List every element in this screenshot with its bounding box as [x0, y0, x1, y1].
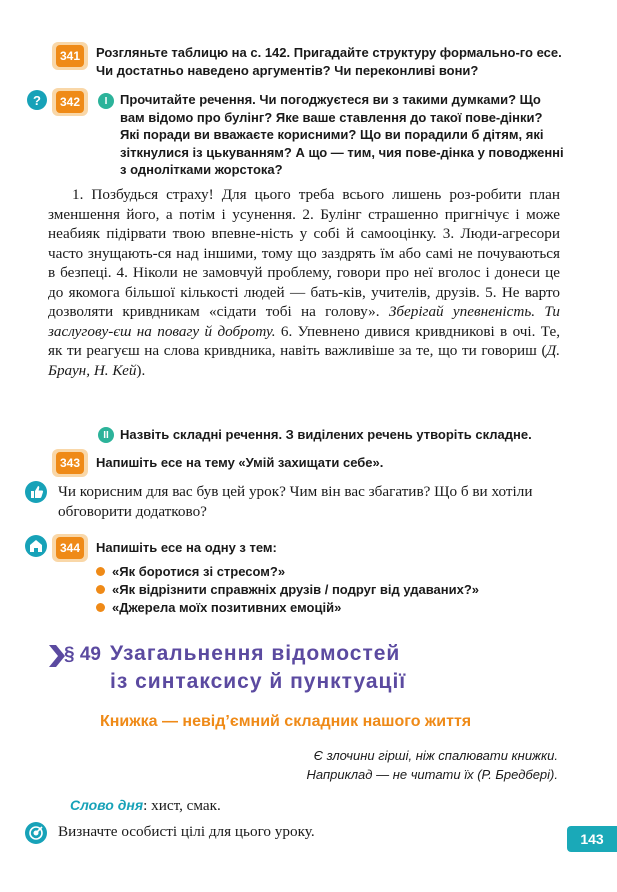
bullet-dot [96, 567, 105, 576]
exercise-341-task: Розгляньте таблицю на с. 142. Пригадайте структуру формально-го есе. Чи достатньо наведено аргументів? Чи переконливі вони? [96, 45, 562, 78]
topic-item: «Джерела моїх позитивних емоцій» [96, 600, 341, 615]
word-of-day-text: : хист, смак. [143, 797, 221, 814]
bullet-dot [96, 603, 105, 612]
exercise-number-341: 341 [56, 45, 84, 67]
exercise-342-text [48, 185, 560, 380]
text-italic-sentences: Зберігай упевненість. Ти заслугову-єш на повагу й доброту. [48, 303, 560, 340]
exercise-number-344: 344 [56, 537, 84, 559]
text-part-two: 6. Упевнено дивися кривдникові в очі. Те, як ти реагуєш на слова кривдника, навіть важливіше за те, що ти говориш ( [48, 322, 561, 359]
part-two-marker: II [98, 427, 114, 443]
section-title-line-one: Узагальнення відомостей [110, 642, 401, 665]
question-icon: ? [27, 90, 47, 110]
reflection-text: Чи корисним для вас був цей урок? Чим він вас збагатив? Що б ви хотіли обговорити додатково? [58, 483, 533, 520]
topic-item: «Як боротися зі стресом?» [96, 564, 285, 579]
epigraph-line-two: Наприклад — не читати їх (Р. Бредбері). [306, 767, 558, 782]
word-of-day [70, 797, 221, 815]
page-number: 143 [567, 826, 617, 852]
exercise-number-342: 342 [56, 91, 84, 113]
home-icon [25, 535, 47, 557]
text-author: Д. Браун, Н. Кей [48, 342, 560, 379]
bullet-dot [96, 585, 105, 594]
exercise-342-task-two: Назвіть складні речення. З виділених речень утворіть складне. [120, 427, 532, 442]
exercise-344-task: Напишіть есе на одну з тем: [96, 540, 277, 555]
section-title-line-two: із синтаксису й пунктуації [110, 670, 407, 693]
word-of-day-label: Слово дня [70, 797, 144, 813]
part-one-marker: I [98, 93, 114, 109]
text-part-one: 1. Позбудься страху! Для цього треба всього лишень роз-робити план зменшення його, а потім і усунення. 2. Булінг страшенно пригнічує і може неабияк підірвати твою впевне-ність у собі й самооцінку. 3. Люди-агресори часто знущають-ся над іншими, тому що заздрять їм або самі не почуваються в безпеці. 4. Ніколи не замовчуй проблему, говори про неї вголос і донеси це до якомога більшої кількості людей — бать-ків, учителів, друзів. 5. Не варто дозволяти кривдникам «сідати тобі на голову». [48, 186, 560, 320]
exercise-342-task-one: Прочитайте речення. Чи погоджуєтеся ви з такими думками? Що вам відомо про булінг? Яке ваше ставлення до такої пове-дінки? Які поради ви вважаєте корисними? Що ви порадили б дітям, які зіткнулися із цькуванням? А що — тим, чия пове-дінка у поводженні з однолітками жорстока? [120, 92, 564, 177]
lesson-subtitle: Книжка — невід’ємний складник нашого життя [100, 713, 472, 730]
lesson-goal: Визначте особисті цілі для цього уроку. [58, 823, 315, 840]
target-icon [25, 822, 47, 844]
exercise-number-343: 343 [56, 452, 84, 474]
section-chevron-icon [49, 645, 65, 672]
section-number: § 49 [64, 644, 101, 665]
epigraph-line-one: Є злочини гірші, ніж спалювати книжки. [313, 748, 558, 763]
topic-item: «Як відрізнити справжніх друзів / подруг від удаваних?» [96, 582, 479, 597]
thumbs-up-icon [25, 481, 47, 503]
exercise-343-task: Напишіть есе на тему «Умій захищати себе». [96, 455, 384, 470]
text-end: ). [136, 361, 146, 379]
